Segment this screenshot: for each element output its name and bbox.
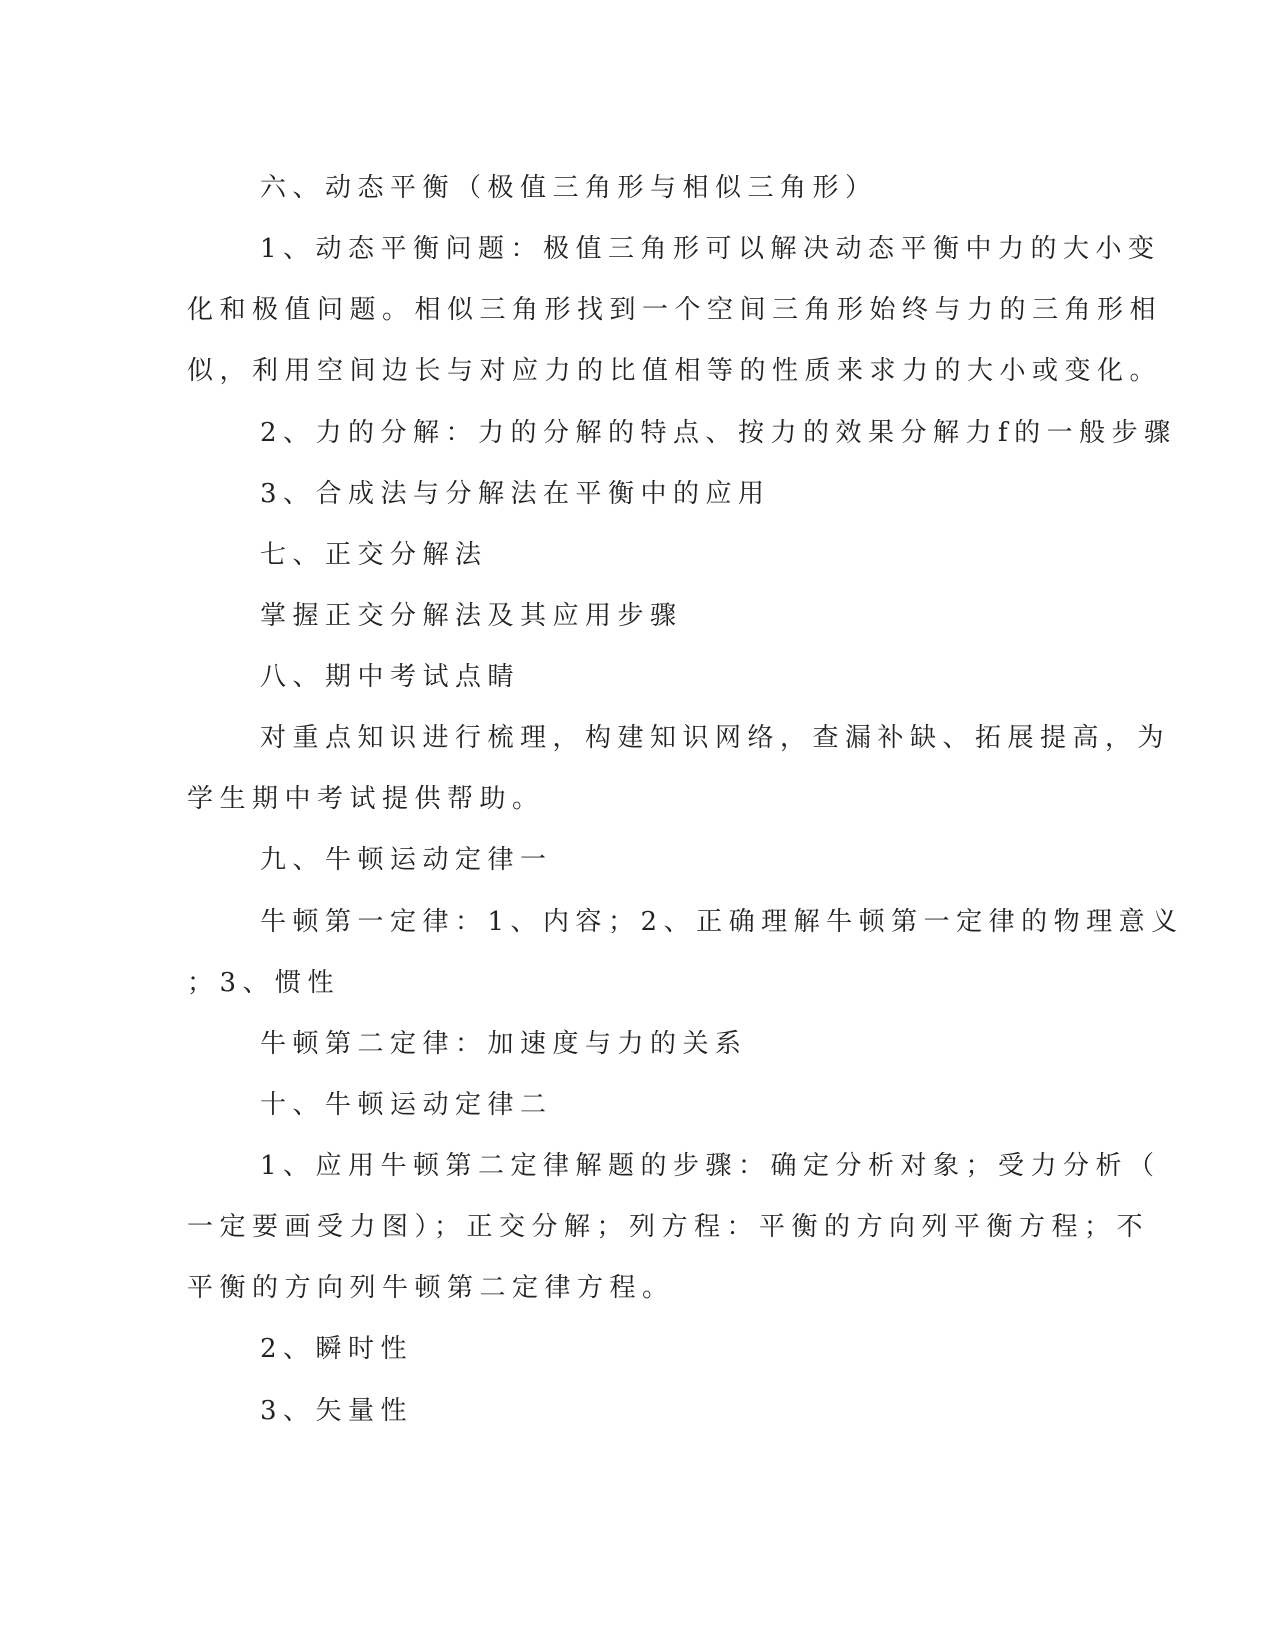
section-heading-10: 十、牛顿运动定律二 [260,1090,553,1120]
paragraph-line: 一定要画受力图）；正交分解；列方程：平衡的方向列平衡方程；不 [187,1212,1150,1242]
paragraph-line: 平衡的方向列牛顿第二定律方程。 [187,1273,675,1303]
paragraph-line: 2、瞬时性 [260,1334,414,1364]
paragraph-line: 似，利用空间边长与对应力的比值相等的性质来求力的大小或变化。 [187,356,1163,386]
section-heading-8: 八、期中考试点睛 [260,662,521,692]
paragraph-line: 对重点知识进行梳理，构建知识网络，查漏补缺、拓展提高，为 [260,723,1171,753]
paragraph-line: 1、应用牛顿第二定律解题的步骤：确定分析对象；受力分析（ [260,1151,1161,1181]
section-heading-9: 九、牛顿运动定律一 [260,845,553,875]
paragraph-line: 3、矢量性 [260,1396,414,1426]
paragraph-line: 学生期中考试提供帮助。 [187,784,545,814]
paragraph-line: 牛顿第一定律：1、内容；2、正确理解牛顿第一定律的物理意义 [260,907,1184,937]
paragraph-line: 2、力的分解：力的分解的特点、按力的效果分解力f的一般步骤 [260,418,1177,448]
paragraph-line: 化和极值问题。相似三角形找到一个空间三角形始终与力的三角形相 [187,295,1163,325]
paragraph-line: 1、动态平衡问题：极值三角形可以解决动态平衡中力的大小变 [260,234,1161,264]
paragraph-line: 牛顿第二定律：加速度与力的关系 [260,1029,748,1059]
paragraph-line: 3、合成法与分解法在平衡中的应用 [260,479,771,509]
section-heading-6: 六、动态平衡（极值三角形与相似三角形） [260,173,878,203]
paragraph-line: 掌握正交分解法及其应用步骤 [260,601,683,631]
paragraph-line: ；3、惯性 [187,968,341,998]
section-heading-7: 七、正交分解法 [260,540,488,570]
